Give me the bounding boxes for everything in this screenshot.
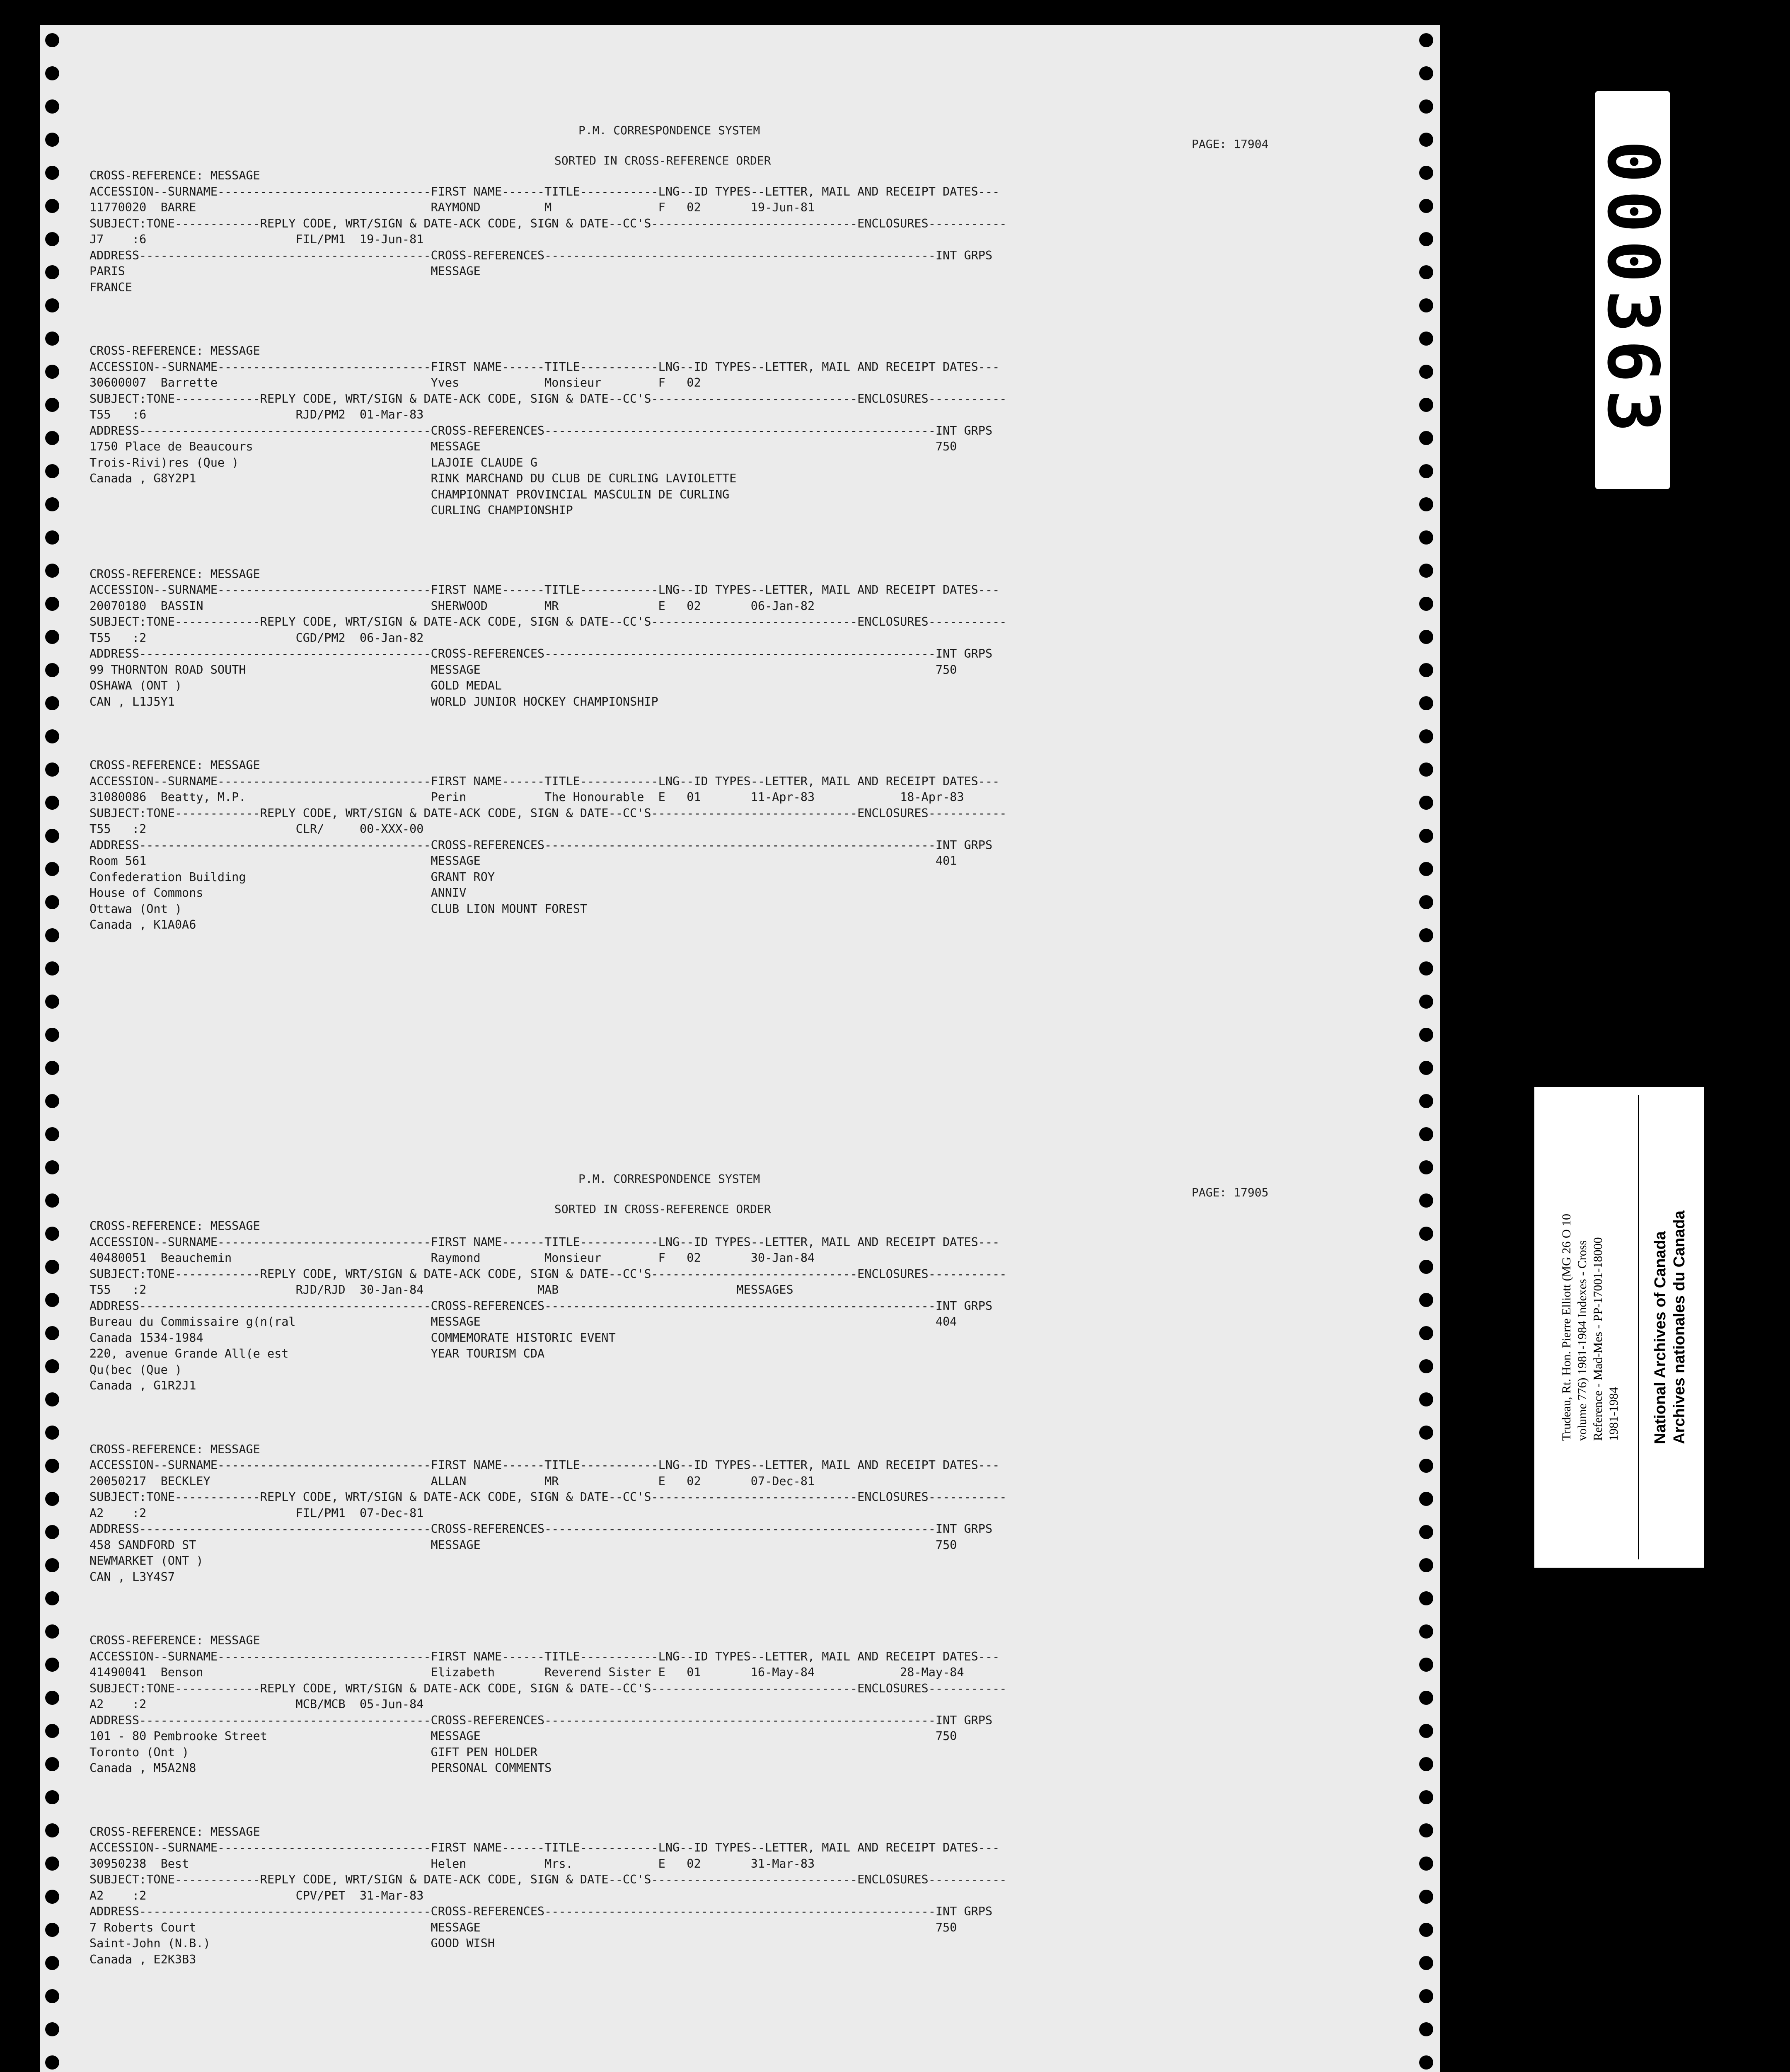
tractor-hole: [45, 1525, 59, 1539]
tractor-hole: [1419, 1591, 1433, 1605]
tractor-hole: [1419, 564, 1433, 578]
tractor-hole: [45, 564, 59, 578]
tractor-hole: [1419, 1492, 1433, 1506]
tractor-hole: [45, 1857, 59, 1871]
record-line: 1750 Place de Beaucours MESSAGE 750: [90, 440, 957, 453]
record-line: J7 :6 FIL/PM1 19-Jun-81: [90, 232, 424, 246]
record-line: Ottawa (Ont ) CLUB LION MOUNT FOREST: [90, 902, 588, 916]
reference-line: volume 776) 1981-1984 Indexes - Cross: [1575, 1240, 1589, 1441]
tractor-hole: [45, 1094, 59, 1108]
record-line: PARIS MESSAGE: [90, 264, 481, 278]
page-1-records: [90, 168, 1006, 981]
tractor-hole: [45, 762, 59, 777]
tractor-hole: [45, 1558, 59, 1572]
tractor-hole: [45, 199, 59, 213]
tractor-hole: [1419, 862, 1433, 876]
record-line: 30950238 Best Helen Mrs. E 02 31-Mar-83: [90, 1857, 815, 1871]
record-line: OSHAWA (ONT ) GOLD MEDAL: [90, 679, 502, 692]
tractor-hole: [1419, 1624, 1433, 1639]
reference-line: Trudeau, Rt. Hon. Pierre Elliott (MG 26 O 10: [1560, 1213, 1573, 1441]
tractor-hole: [45, 1492, 59, 1506]
cross-reference-record: [90, 1442, 1006, 1585]
record-line: 30600007 Barrette Yves Monsieur F 02: [90, 376, 701, 390]
tractor-hole: [45, 497, 59, 511]
record-line: CAN , L3Y4S7: [90, 1570, 175, 1584]
tractor-hole: [1419, 431, 1433, 445]
record-line: Trois-Rivi)res (Que ) LAJOIE CLAUDE G: [90, 455, 537, 470]
page-1-page-number: PAGE: 17904: [1192, 137, 1269, 151]
tractor-hole: [45, 1426, 59, 1440]
tractor-hole: [45, 1790, 59, 1804]
institution-name-fr: Archives nationales du Canada: [1671, 1210, 1688, 1444]
tractor-hole: [1419, 497, 1433, 511]
tractor-hole: [45, 796, 59, 810]
frame-number-text: 000363: [1592, 140, 1674, 440]
tractor-hole: [45, 663, 59, 677]
tractor-hole: [1419, 398, 1433, 412]
record-line: ADDRESS-----------------------------------------CROSS-REFERENCES-------------------------------------------------------INT GRPS: [90, 1522, 993, 1536]
tractor-hole: [1419, 1260, 1433, 1274]
tractor-hole: [1419, 530, 1433, 545]
record-line: 40480051 Beauchemin Raymond Monsieur F 02 30-Jan-84: [90, 1251, 815, 1265]
tractor-hole: [1419, 796, 1433, 810]
tractor-hole: [1419, 1558, 1433, 1572]
record-line: SUBJECT:TONE------------REPLY CODE, WRT/SIGN & DATE-ACK CODE, SIGN & DATE--CC'S-----------------------------ENCLOSURES-----------: [90, 806, 1007, 820]
tractor-hole: [1419, 1426, 1433, 1440]
tractor-hole: [1419, 365, 1433, 379]
record-line: T55 :2 RJD/RJD 30-Jan-84 MAB MESSAGES: [90, 1283, 793, 1297]
record-line: 20070180 BASSIN SHERWOOD MR E 02 06-Jan-82: [90, 599, 815, 613]
tractor-hole: [45, 696, 59, 710]
tractor-hole: [45, 1724, 59, 1738]
cross-reference-record: [90, 1218, 1006, 1394]
tractor-hole: [1419, 265, 1433, 279]
record-line: 7 Roberts Court MESSAGE 750: [90, 1920, 957, 1934]
tractor-hole: [45, 530, 59, 545]
microfilm-frame-number: [1592, 91, 1674, 489]
reference-line: 1981-1984: [1607, 1387, 1621, 1441]
record-line: Saint-John (N.B.) GOOD WISH: [90, 1936, 495, 1950]
record-line: House of Commons ANNIV: [90, 886, 467, 900]
tractor-hole: [1419, 1525, 1433, 1539]
record-line: ACCESSION--SURNAME------------------------------FIRST NAME------TITLE-----------LNG--ID TYPES--LETTER, MAIL AND RECEIPT DATES---: [90, 1235, 1000, 1249]
tractor-hole: [1419, 1028, 1433, 1042]
tractor-hole: [45, 630, 59, 644]
tractor-hole: [1419, 1326, 1433, 1340]
record-line: CROSS-REFERENCE: MESSAGE: [90, 1219, 260, 1233]
page-1-sort-line: SORTED IN CROSS-REFERENCE ORDER: [554, 154, 771, 167]
archive-institution-text: [1651, 1210, 1689, 1444]
tractor-hole: [1419, 332, 1433, 346]
tractor-hole: [45, 2055, 59, 2070]
page-2-page-number: PAGE: 17905: [1192, 1186, 1269, 1199]
tractor-hole: [45, 1028, 59, 1042]
tractor-hole: [45, 1923, 59, 1937]
tractor-hole: [1419, 762, 1433, 777]
record-line: ADDRESS-----------------------------------------CROSS-REFERENCES-------------------------------------------------------INT GRPS: [90, 838, 993, 852]
cross-reference-record: [90, 566, 1006, 710]
record-line: Canada , G1R2J1: [90, 1379, 196, 1392]
record-line: SUBJECT:TONE------------REPLY CODE, WRT/SIGN & DATE-ACK CODE, SIGN & DATE--CC'S-----------------------------ENCLOSURES-----------: [90, 392, 1007, 406]
record-line: SUBJECT:TONE------------REPLY CODE, WRT/SIGN & DATE-ACK CODE, SIGN & DATE--CC'S-----------------------------ENCLOSURES-----------: [90, 1490, 1007, 1504]
record-line: A2 :2 MCB/MCB 05-Jun-84: [90, 1697, 424, 1711]
cross-reference-record: [90, 1633, 1006, 1777]
tractor-hole: [45, 862, 59, 876]
tractor-hole: [1419, 928, 1433, 942]
record-line: FRANCE: [90, 280, 132, 294]
tractor-hole: [45, 66, 59, 80]
tractor-hole: [1419, 1757, 1433, 1771]
record-line: 20050217 BECKLEY ALLAN MR E 02 07-Dec-81: [90, 1474, 815, 1488]
record-line: SUBJECT:TONE------------REPLY CODE, WRT/SIGN & DATE-ACK CODE, SIGN & DATE--CC'S-----------------------------ENCLOSURES-----------: [90, 1267, 1007, 1281]
cross-reference-record: [90, 1824, 1006, 1968]
record-line: ADDRESS-----------------------------------------CROSS-REFERENCES-------------------------------------------------------INT GRPS: [90, 1905, 993, 1918]
record-line: ACCESSION--SURNAME------------------------------FIRST NAME------TITLE-----------LNG--ID TYPES--LETTER, MAIL AND RECEIPT DATES---: [90, 1649, 1000, 1663]
record-line: Canada , E2K3B3: [90, 1952, 196, 1966]
record-line: ACCESSION--SURNAME------------------------------FIRST NAME------TITLE-----------LNG--ID TYPES--LETTER, MAIL AND RECEIPT DATES---: [90, 1458, 1000, 1472]
tractor-hole: [1419, 995, 1433, 1009]
tractor-hole: [1419, 1127, 1433, 1141]
tractor-hole: [45, 398, 59, 412]
record-line: ACCESSION--SURNAME------------------------------FIRST NAME------TITLE-----------LNG--ID TYPES--LETTER, MAIL AND RECEIPT DATES---: [90, 360, 1000, 374]
tractor-hole: [45, 1658, 59, 1672]
tractor-hole: [1419, 696, 1433, 710]
tractor-hole: [1419, 2022, 1433, 2036]
tractor-hole: [45, 265, 59, 279]
tractor-hole: [45, 895, 59, 909]
tractor-hole: [45, 431, 59, 445]
cross-reference-record: [90, 758, 1006, 933]
tractor-hole: [1419, 1790, 1433, 1804]
tractor-hole: [1419, 1293, 1433, 1307]
tractor-hole: [1419, 464, 1433, 478]
page-2-system-title: P.M. CORRESPONDENCE SYSTEM: [578, 1172, 760, 1186]
record-line: ACCESSION--SURNAME------------------------------FIRST NAME------TITLE-----------LNG--ID TYPES--LETTER, MAIL AND RECEIPT DATES---: [90, 184, 1000, 198]
record-line: ACCESSION--SURNAME------------------------------FIRST NAME------TITLE-----------LNG--ID TYPES--LETTER, MAIL AND RECEIPT DATES---: [90, 774, 1000, 788]
record-line: SUBJECT:TONE------------REPLY CODE, WRT/SIGN & DATE-ACK CODE, SIGN & DATE--CC'S-----------------------------ENCLOSURES-----------: [90, 1681, 1007, 1695]
tractor-hole: [45, 1757, 59, 1771]
tractor-hole: [45, 1127, 59, 1141]
tractor-hole: [45, 829, 59, 843]
tractor-hole: [45, 1956, 59, 1970]
tractor-hole: [1419, 829, 1433, 843]
record-line: ADDRESS-----------------------------------------CROSS-REFERENCES-------------------------------------------------------INT GRPS: [90, 424, 993, 438]
tractor-hole: [1419, 630, 1433, 644]
record-line: CAN , L1J5Y1 WORLD JUNIOR HOCKEY CHAMPIONSHIP: [90, 695, 658, 709]
tractor-hole: [45, 1823, 59, 1837]
printout-paper: [40, 25, 1440, 2072]
tractor-hole: [1419, 1989, 1433, 2003]
tractor-hole: [45, 995, 59, 1009]
record-line: Canada 1534-1984 COMMEMORATE HISTORIC EVENT: [90, 1331, 616, 1345]
record-line: Qu(bec (Que ): [90, 1363, 182, 1377]
tractor-hole: [45, 1293, 59, 1307]
tractor-hole: [1419, 961, 1433, 975]
tractor-hole: [1419, 2055, 1433, 2070]
tractor-hole: [1419, 1061, 1433, 1075]
tractor-hole: [1419, 1823, 1433, 1837]
archive-label: [1533, 1086, 1705, 1569]
page-2-sort-line: SORTED IN CROSS-REFERENCE ORDER: [554, 1202, 771, 1216]
record-line: 11770020 BARRE RAYMOND M F 02 19-Jun-81: [90, 201, 815, 214]
archive-reference-panel: [1543, 1095, 1639, 1559]
record-line: Confederation Building GRANT ROY: [90, 870, 495, 884]
tractor-hole: [1419, 1956, 1433, 1970]
record-line: 41490041 Benson Elizabeth Reverend Sister E 01 16-May-84 28-May-84: [90, 1665, 964, 1679]
tractor-hole: [45, 232, 59, 246]
tractor-hole: [1419, 298, 1433, 312]
tractor-hole: [45, 2022, 59, 2036]
tractor-hole: [45, 597, 59, 611]
tractor-hole: [1419, 597, 1433, 611]
archive-reference-text: [1559, 1214, 1622, 1441]
record-line: CROSS-REFERENCE: MESSAGE: [90, 1825, 260, 1839]
record-line: CROSS-REFERENCE: MESSAGE: [90, 1634, 260, 1647]
record-line: Canada , G8Y2P1 RINK MARCHAND DU CLUB DE CURLING LAVIOLETTE: [90, 472, 737, 485]
tractor-hole: [45, 1624, 59, 1639]
tractor-hole: [45, 1591, 59, 1605]
record-line: T55 :2 CGD/PM2 06-Jan-82: [90, 631, 424, 645]
record-line: A2 :2 CPV/PET 31-Mar-83: [90, 1888, 424, 1903]
tractor-hole: [1419, 1392, 1433, 1406]
page-2-records: [90, 1218, 1006, 2015]
record-line: SUBJECT:TONE------------REPLY CODE, WRT/SIGN & DATE-ACK CODE, SIGN & DATE--CC'S-----------------------------ENCLOSURES-----------: [90, 1873, 1007, 1886]
tractor-hole: [1419, 232, 1433, 246]
tractor-hole: [45, 961, 59, 975]
record-line: SUBJECT:TONE------------REPLY CODE, WRT/SIGN & DATE-ACK CODE, SIGN & DATE--CC'S-----------------------------ENCLOSURES-----------: [90, 216, 1007, 230]
record-line: ADDRESS-----------------------------------------CROSS-REFERENCES-------------------------------------------------------INT GRPS: [90, 647, 993, 661]
tractor-hole: [1419, 1691, 1433, 1705]
tractor-hole: [45, 729, 59, 743]
record-line: Bureau du Commissaire g(n(ral MESSAGE 404: [90, 1315, 957, 1329]
tractor-hole: [45, 464, 59, 478]
tractor-hole: [1419, 1459, 1433, 1473]
reference-line: Reference - Mad-Mes - PP-17001-18000: [1591, 1237, 1605, 1441]
tractor-hole: [45, 332, 59, 346]
tractor-hole: [1419, 1094, 1433, 1108]
record-line: CURLING CHAMPIONSHIP: [90, 503, 573, 517]
tractor-hole: [45, 1890, 59, 1904]
institution-name-en: National Archives of Canada: [1652, 1231, 1669, 1444]
record-line: CROSS-REFERENCE: MESSAGE: [90, 1442, 260, 1456]
tractor-hole: [45, 1326, 59, 1340]
tractor-hole: [45, 1260, 59, 1274]
tractor-hole: [45, 1359, 59, 1373]
record-line: 31080086 Beatty, M.P. Perin The Honourable E 01 11-Apr-83 18-Apr-83: [90, 790, 964, 804]
record-line: 458 SANDFORD ST MESSAGE 750: [90, 1538, 957, 1552]
tractor-hole: [45, 1989, 59, 2003]
record-line: Canada , M5A2N8 PERSONAL COMMENTS: [90, 1761, 552, 1775]
tractor-hole: [1419, 1658, 1433, 1672]
record-line: CHAMPIONNAT PROVINCIAL MASCULIN DE CURLING: [90, 487, 730, 501]
record-line: ADDRESS-----------------------------------------CROSS-REFERENCES-------------------------------------------------------INT GRPS: [90, 248, 993, 262]
page-1-system-title: P.M. CORRESPONDENCE SYSTEM: [578, 123, 760, 137]
record-line: 101 - 80 Pembrooke Street MESSAGE 750: [90, 1729, 957, 1743]
tractor-hole: [45, 1691, 59, 1705]
tractor-hole: [45, 365, 59, 379]
record-line: CROSS-REFERENCE: MESSAGE: [90, 758, 260, 772]
record-line: A2 :2 FIL/PM1 07-Dec-81: [90, 1506, 424, 1520]
record-line: Room 561 MESSAGE 401: [90, 854, 957, 868]
record-line: CROSS-REFERENCE: MESSAGE: [90, 344, 260, 358]
record-line: ADDRESS-----------------------------------------CROSS-REFERENCES-------------------------------------------------------INT GRPS: [90, 1713, 993, 1727]
record-line: Toronto (Ont ) GIFT PEN HOLDER: [90, 1745, 537, 1759]
record-line: SUBJECT:TONE------------REPLY CODE, WRT/SIGN & DATE-ACK CODE, SIGN & DATE--CC'S-----------------------------ENCLOSURES-----------: [90, 615, 1007, 629]
tractor-hole: [45, 1061, 59, 1075]
record-line: Canada , K1A0A6: [90, 918, 196, 932]
tractor-hole: [45, 1459, 59, 1473]
record-line: NEWMARKET (ONT ): [90, 1554, 203, 1568]
tractor-hole: [1419, 895, 1433, 909]
tractor-hole: [45, 928, 59, 942]
tractor-hole: [45, 33, 59, 47]
record-line: 220, avenue Grande All(e est YEAR TOURISM CDA: [90, 1347, 545, 1360]
tractor-hole: [1419, 1923, 1433, 1937]
record-line: ACCESSION--SURNAME------------------------------FIRST NAME------TITLE-----------LNG--ID TYPES--LETTER, MAIL AND RECEIPT DATES---: [90, 583, 1000, 597]
cross-reference-record: [90, 168, 1006, 295]
tractor-hole: [1419, 66, 1433, 80]
record-line: T55 :2 CLR/ 00-XXX-00: [90, 822, 424, 836]
record-line: ACCESSION--SURNAME------------------------------FIRST NAME------TITLE-----------LNG--ID TYPES--LETTER, MAIL AND RECEIPT DATES---: [90, 1841, 1000, 1854]
tractor-hole: [1419, 1724, 1433, 1738]
tractor-hole: [45, 298, 59, 312]
right-tractor-holes: [1414, 25, 1439, 2072]
archive-institution-panel: [1643, 1095, 1697, 1559]
tractor-hole: [1419, 663, 1433, 677]
tractor-hole: [1419, 1890, 1433, 1904]
tractor-hole: [1419, 199, 1433, 213]
record-line: CROSS-REFERENCE: MESSAGE: [90, 567, 260, 581]
tractor-hole: [1419, 1359, 1433, 1373]
left-tractor-holes: [40, 25, 65, 2072]
tractor-hole: [1419, 1857, 1433, 1871]
record-line: T55 :6 RJD/PM2 01-Mar-83: [90, 408, 424, 421]
tractor-hole: [1419, 33, 1433, 47]
cross-reference-record: [90, 343, 1006, 519]
tractor-hole: [45, 1392, 59, 1406]
record-line: 99 THORNTON ROAD SOUTH MESSAGE 750: [90, 663, 957, 677]
record-line: ADDRESS-----------------------------------------CROSS-REFERENCES-------------------------------------------------------INT GRPS: [90, 1299, 993, 1313]
record-line: CROSS-REFERENCE: MESSAGE: [90, 169, 260, 182]
tractor-hole: [1419, 729, 1433, 743]
